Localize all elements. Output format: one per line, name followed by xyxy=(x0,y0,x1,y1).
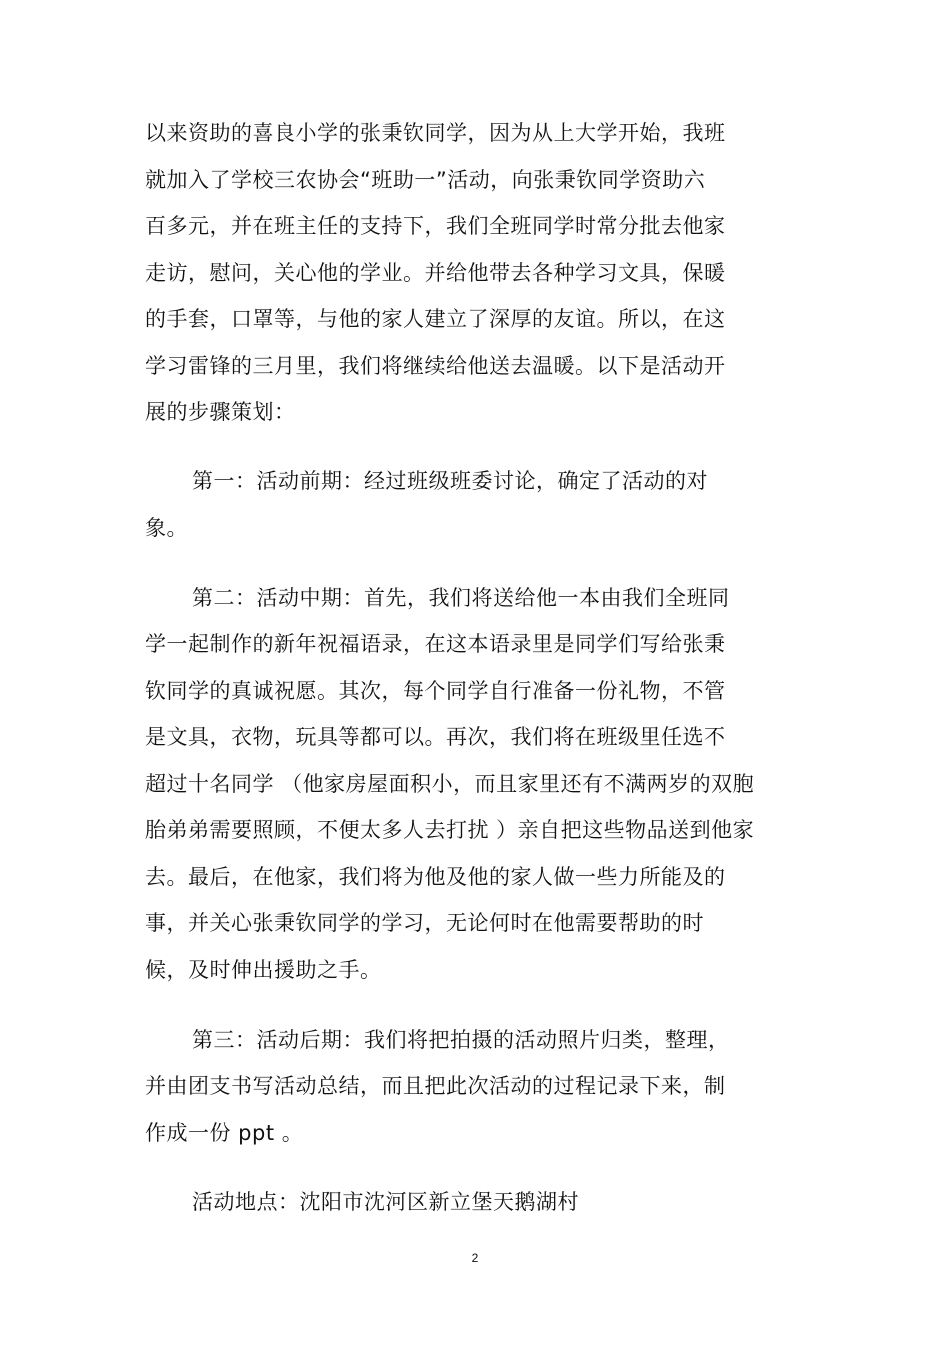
location-line: 活动地点：沈阳市沈河区新立堡天鹅湖村 xyxy=(192,1190,579,1214)
step2-line: 学一起制作的新年祝福语录，在这本语录里是同学们写给张秉 xyxy=(145,632,726,656)
step2-line: 超过十名同学 （他家房屋面积小，而且家里还有不满两岁的双胞 xyxy=(145,772,755,796)
intro-line: 展的步骤策划： xyxy=(145,400,296,424)
page-number: 2 xyxy=(471,1251,479,1265)
step2-line: 事，并关心张秉钦同学的学习，无论何时在他需要帮助的时 xyxy=(145,911,704,935)
step3-line: 并由团支书写活动总结，而且把此次活动的过程记录下来，制 xyxy=(145,1074,726,1098)
intro-line: 的手套，口罩等，与他的家人建立了深厚的友谊。所以，在这 xyxy=(145,307,726,331)
step2-line: 钦同学的真诚祝愿。其次，每个同学自行准备一份礼物，不管 xyxy=(145,679,726,703)
intro-line: 走访，慰问，关心他的学业。并给他带去各种学习文具，保暖 xyxy=(145,261,726,285)
step1-line: 第一：活动前期：经过班级班委讨论，确定了活动的对 xyxy=(192,469,708,493)
step3-line: 第三：活动后期：我们将把拍摄的活动照片归类，整理， xyxy=(192,1028,730,1052)
intro-line: 以来资助的喜良小学的张秉钦同学，因为从上大学开始，我班 xyxy=(145,121,726,145)
step2-line: 候，及时伸出援助之手。 xyxy=(145,958,382,982)
step3-line: 作成一份 ppt 。 xyxy=(145,1121,304,1145)
step2-line: 第二：活动中期：首先，我们将送给他一本由我们全班同 xyxy=(192,586,730,610)
intro-line: 百多元，并在班主任的支持下，我们全班同学时常分批去他家 xyxy=(145,214,726,238)
step2-line: 是文具，衣物，玩具等都可以。再次，我们将在班级里任选不 xyxy=(145,725,726,749)
step1-line: 象。 xyxy=(145,516,188,540)
intro-line: 就加入了学校三农协会“班助一”活动，向张秉钦同学资助六 xyxy=(145,168,706,192)
step2-line: 胎弟弟需要照顾，不便太多人去打扰 ）亲自把这些物品送到他家 xyxy=(145,818,755,842)
step2-line: 去。最后，在他家，我们将为他及他的家人做一些力所能及的 xyxy=(145,865,726,889)
intro-line: 学习雷锋的三月里，我们将继续给他送去温暖。以下是活动开 xyxy=(145,354,726,378)
